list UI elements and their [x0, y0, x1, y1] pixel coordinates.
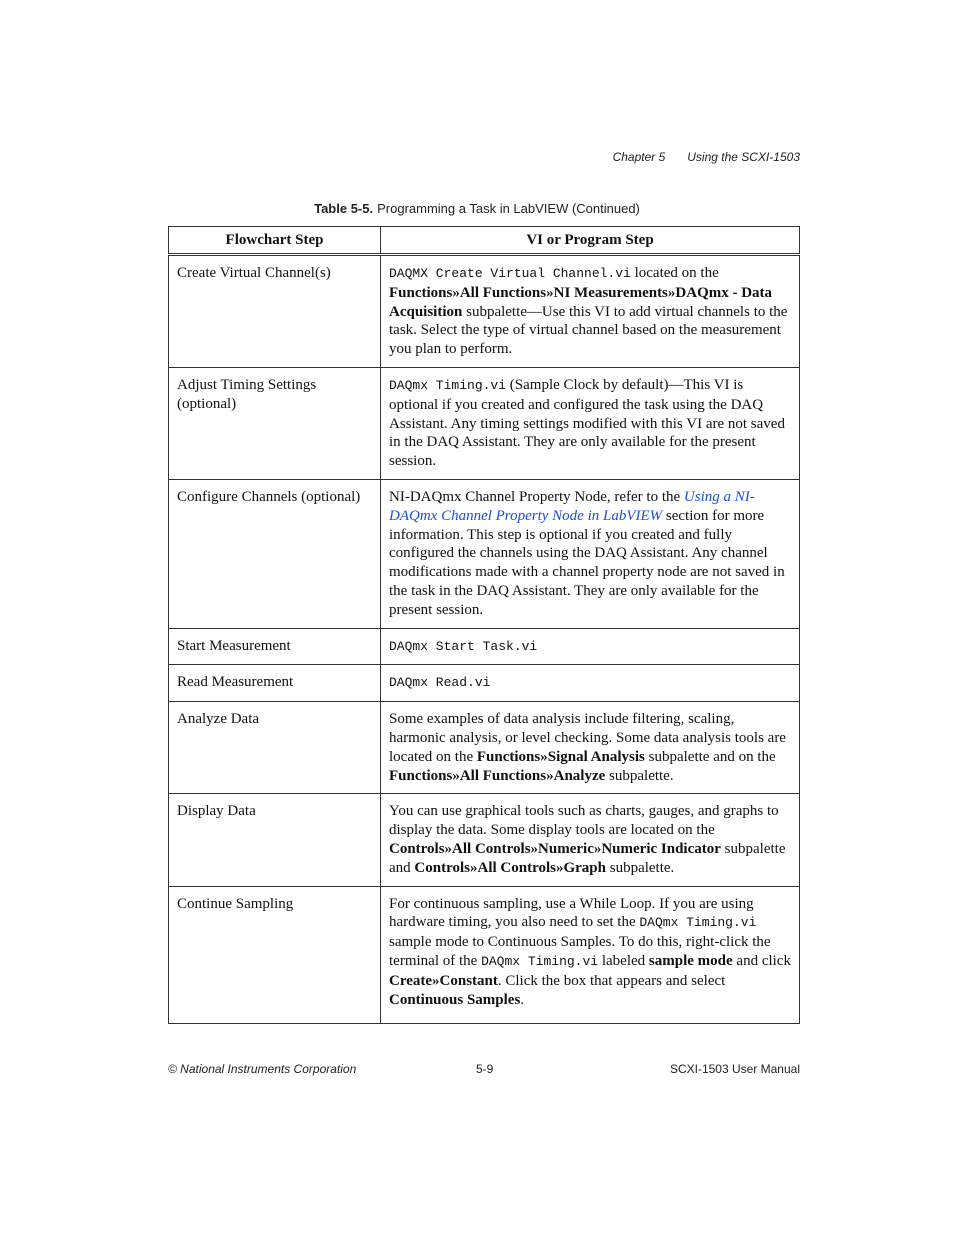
chapter-label: Chapter 5 — [612, 150, 666, 164]
row-step-cell: Adjust Timing Settings (optional) — [169, 367, 381, 479]
vi-name: DAQmx Timing.vi — [639, 915, 757, 931]
table-row — [169, 665, 800, 702]
palette-path: Controls»All Controls»Graph — [414, 859, 606, 876]
footer-page-number: 5-9 — [476, 1062, 494, 1076]
palette-path: Controls»All Controls»Numeric»Numeric Indicator — [389, 840, 721, 857]
footer-copyright: © National Instruments Corporation — [168, 1062, 357, 1076]
table-caption — [0, 201, 954, 216]
vi-name: DAQmx Timing.vi — [389, 377, 507, 393]
menu-path: Create»Constant — [389, 972, 498, 989]
row-step-cell: Start Measurement — [169, 628, 381, 665]
running-header — [613, 150, 800, 164]
table-row — [169, 794, 800, 886]
section-link[interactable]: Using a NI-DAQmx Channel Property Node in LabVIEW — [389, 488, 755, 524]
table-row — [169, 628, 800, 665]
row-description-cell: For continuous sampling, use a While Loop. If you are using hardware timing, you also need to set the DAQmx Timing.vi sample mode to Continuous Samples. To do this, right-click the terminal of the DAQmx Timing.vi labeled sample mode and click Create»Constant. Click the box that appears and select Continuous Samples. — [381, 886, 800, 1024]
table-row — [169, 255, 800, 368]
row-step-cell: Display Data — [169, 794, 381, 886]
column-header-vi-step: VI or Program Step — [381, 227, 800, 255]
table-row — [169, 367, 800, 479]
palette-path: Functions»All Functions»Analyze — [389, 767, 606, 784]
row-description-cell — [381, 628, 800, 665]
vi-name: DAQmx Start Task.vi — [389, 638, 538, 654]
programming-task-table — [168, 226, 800, 1024]
table-caption-label: Table 5-5. — [314, 201, 374, 216]
vi-name: DAQmx Timing.vi — [481, 953, 599, 969]
table-row — [169, 479, 800, 628]
vi-name: DAQmx Read.vi — [389, 675, 491, 691]
row-step-cell: Create Virtual Channel(s) — [169, 255, 381, 368]
row-step-cell: Configure Channels (optional) — [169, 479, 381, 628]
vi-name: DAQMX Create Virtual Channel.vi — [389, 266, 631, 281]
table-row — [169, 702, 800, 794]
row-step-cell: Read Measurement — [169, 665, 381, 702]
row-description-cell: Some examples of data analysis include filtering, scaling, harmonic analysis, or level checking. Some data analysis tools are located on the Functions»Signal Analysis subpalette and on the Functions»All Functions»Analyze subpalette. — [381, 702, 800, 794]
row-description-cell: You can use graphical tools such as charts, gauges, and graphs to display the data. Some display tools are located on the Controls»All Controls»Numeric»Numeric Indicator subpalette and Controls»All Controls»Graph subpalette. — [381, 794, 800, 886]
table-caption-text: Programming a Task in LabVIEW (Continued) — [377, 201, 640, 216]
row-description-cell: DAQMX Create Virtual Channel.vi located on the Functions»All Functions»NI Measurements»DAQmx - Data Acquisition subpalette—Use this VI to add virtual channels to the task. Select the type of virtual channel based on the measurement you plan to perform. — [381, 255, 800, 368]
chapter-title: Using the SCXI-1503 — [687, 150, 800, 164]
table-header-row — [169, 227, 800, 255]
row-step-cell: Continue Sampling — [169, 886, 381, 1024]
row-step-cell: Analyze Data — [169, 702, 381, 794]
table-row — [169, 886, 800, 1024]
option-label: Continuous Samples — [389, 991, 521, 1008]
row-description-cell — [381, 665, 800, 702]
palette-path: Functions»Signal Analysis — [476, 748, 645, 765]
row-description-cell: DAQmx Timing.vi (Sample Clock by default)—This VI is optional if you created and configured the task using the DAQ Assistant. Any timing settings modified with this VI are not saved in the DAQ Assistant. They are only available for the present session. — [381, 367, 800, 479]
footer-manual-title: SCXI-1503 User Manual — [669, 1062, 800, 1076]
control-label: sample mode — [648, 952, 733, 969]
column-header-flowchart-step: Flowchart Step — [169, 227, 381, 255]
row-description-cell: NI-DAQmx Channel Property Node, refer to the Using a NI-DAQmx Channel Property Node in LabVIEW section for more information. This step is optional if you created and fully configured the channels using the DAQ Assistant. Any channel modifications made with a channel property node are not saved in the task in the DAQ Assistant. They are only available for the present session. — [381, 479, 800, 628]
palette-path: Functions»All Functions»NI Measurements»DAQmx - Data Acquisition — [389, 284, 773, 320]
